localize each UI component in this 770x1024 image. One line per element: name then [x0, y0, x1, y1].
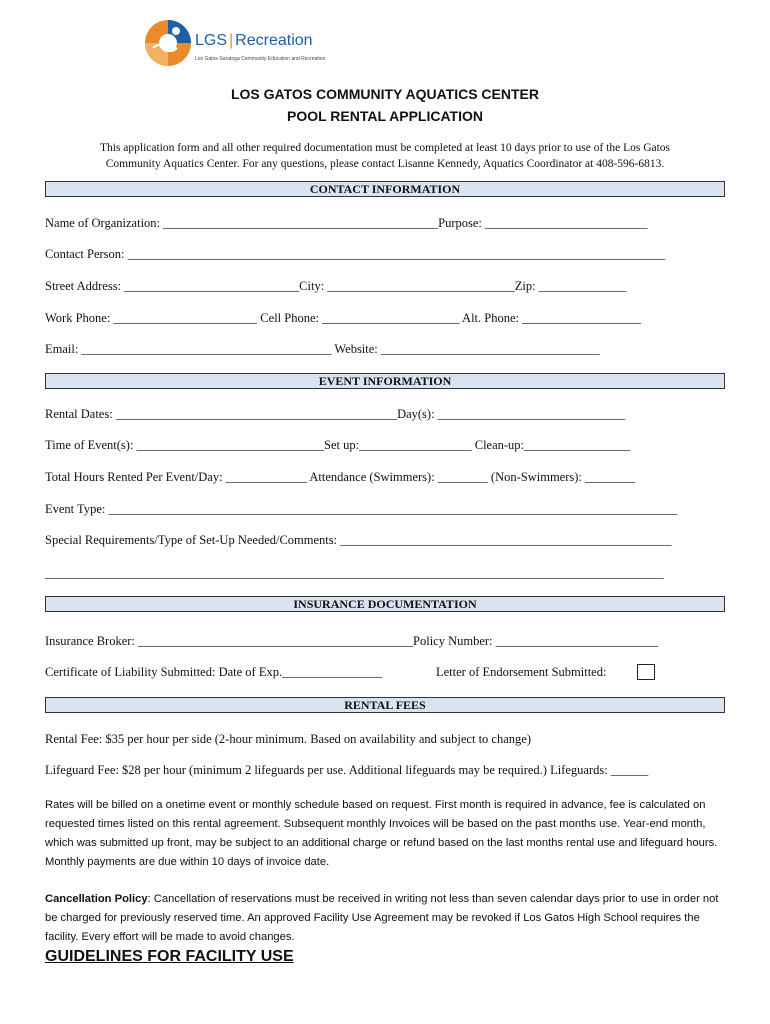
hours-attendance-field[interactable]: Total Hours Rented Per Event/Day: _____________ Attendance (Swimmers): ________ (Non-Swimmers): ________ — [45, 470, 636, 484]
endorsement-checkbox[interactable] — [637, 664, 655, 680]
insurance-broker-field[interactable]: Insurance Broker: ____________________________________________Policy Number: __________________________ — [45, 634, 659, 648]
rental-fee-text: Rental Fee: $35 per hour per side (2-hour minimum. Based on availability and subject to change) — [45, 732, 531, 746]
form-title-line1: LOS GATOS COMMUNITY AQUATICS CENTER — [230, 86, 539, 102]
guidelines-heading: GUIDELINES FOR FACILITY USE — [45, 948, 294, 965]
cancellation-policy-label: Cancellation Policy — [45, 893, 148, 905]
logo-emblem-icon — [143, 18, 193, 68]
special-requirements-field[interactable]: Special Requirements/Type of Set-Up Needed/Comments: _____________________________________________________ — [45, 533, 672, 547]
form-title-line2: POOL RENTAL APPLICATION — [286, 108, 483, 124]
lifeguard-fee-field[interactable]: Lifeguard Fee: $28 per hour (minimum 2 lifeguards per use. Additional lifeguards may be required.) Lifeguards: ______ — [45, 763, 649, 777]
phone-fields[interactable]: Work Phone: _______________________ Cell Phone: ______________________ Alt. Phone: ___________________ — [45, 311, 641, 325]
certificate-liability-field[interactable]: Certificate of Liability Submitted: Date of Exp.________________ — [45, 665, 383, 679]
event-time-field[interactable]: Time of Event(s): ______________________________Set up:__________________ Clean-up:_________________ — [45, 438, 631, 452]
rental-dates-field[interactable]: Rental Dates: _____________________________________________Day(s): ______________________________ — [45, 407, 626, 421]
intro-text: This application form and all other required documentation must be completed at least 10 days prior to use of the Los Gatos Community Aquatics Center. For any questions, please contact Lisanne Kennedy, Aquatics Coordinator at 408-596-6813. — [99, 142, 671, 170]
email-website-field[interactable]: Email: ________________________________________ Website: ___________________________________ — [45, 342, 600, 356]
cancellation-policy-text: : Cancellation of reservations must be received in writing not less than seven calendar days prior to use in order not be charged for previously reserved time. An approved Facility Use Agreement may be revoked if Los Gatos High School requires the facility. Every effort will be made to avoid changes. — [45, 893, 719, 943]
lgs-recreation-logo — [143, 16, 383, 76]
contact-person-field[interactable]: Contact Person: ______________________________________________________________________________________ — [45, 247, 666, 261]
organization-purpose-field[interactable]: Name of Organization: ____________________________________________Purpose: __________________________ — [45, 216, 648, 230]
cancellation-policy-paragraph — [45, 890, 725, 947]
event-type-field[interactable]: Event Type: ___________________________________________________________________________________________ — [45, 502, 678, 516]
endorsement-label: Letter of Endorsement Submitted: — [436, 665, 607, 679]
section-insurance-documentation: INSURANCE DOCUMENTATION — [45, 596, 725, 612]
section-contact-information: CONTACT INFORMATION — [45, 181, 725, 197]
address-field[interactable]: Street Address: ____________________________City: ______________________________Zip: ______________ — [45, 279, 627, 293]
section-event-information: EVENT INFORMATION — [45, 373, 725, 389]
comments-blank-line[interactable]: ___________________________________________________________________________________________________ — [45, 566, 664, 580]
logo-tagline: Los Gatos-Saratoga Community Education and Recreation — [195, 56, 326, 62]
logo-wordmark: LGS | Recreation — [195, 32, 313, 49]
billing-paragraph: Rates will be billed on a onetime event or monthly schedule based on request. First month is required in advance, fee is calculated on requested times listed on this rental agreement. Subsequent monthly Invoices will be based on the past months use. Year-end month, which was submitted up front, may be subject to an additional charge or refund based on the last months rental use and lifeguard hours. Monthly payments are due within 10 days of invoice date. — [45, 799, 718, 868]
section-rental-fees: RENTAL FEES — [45, 697, 725, 713]
